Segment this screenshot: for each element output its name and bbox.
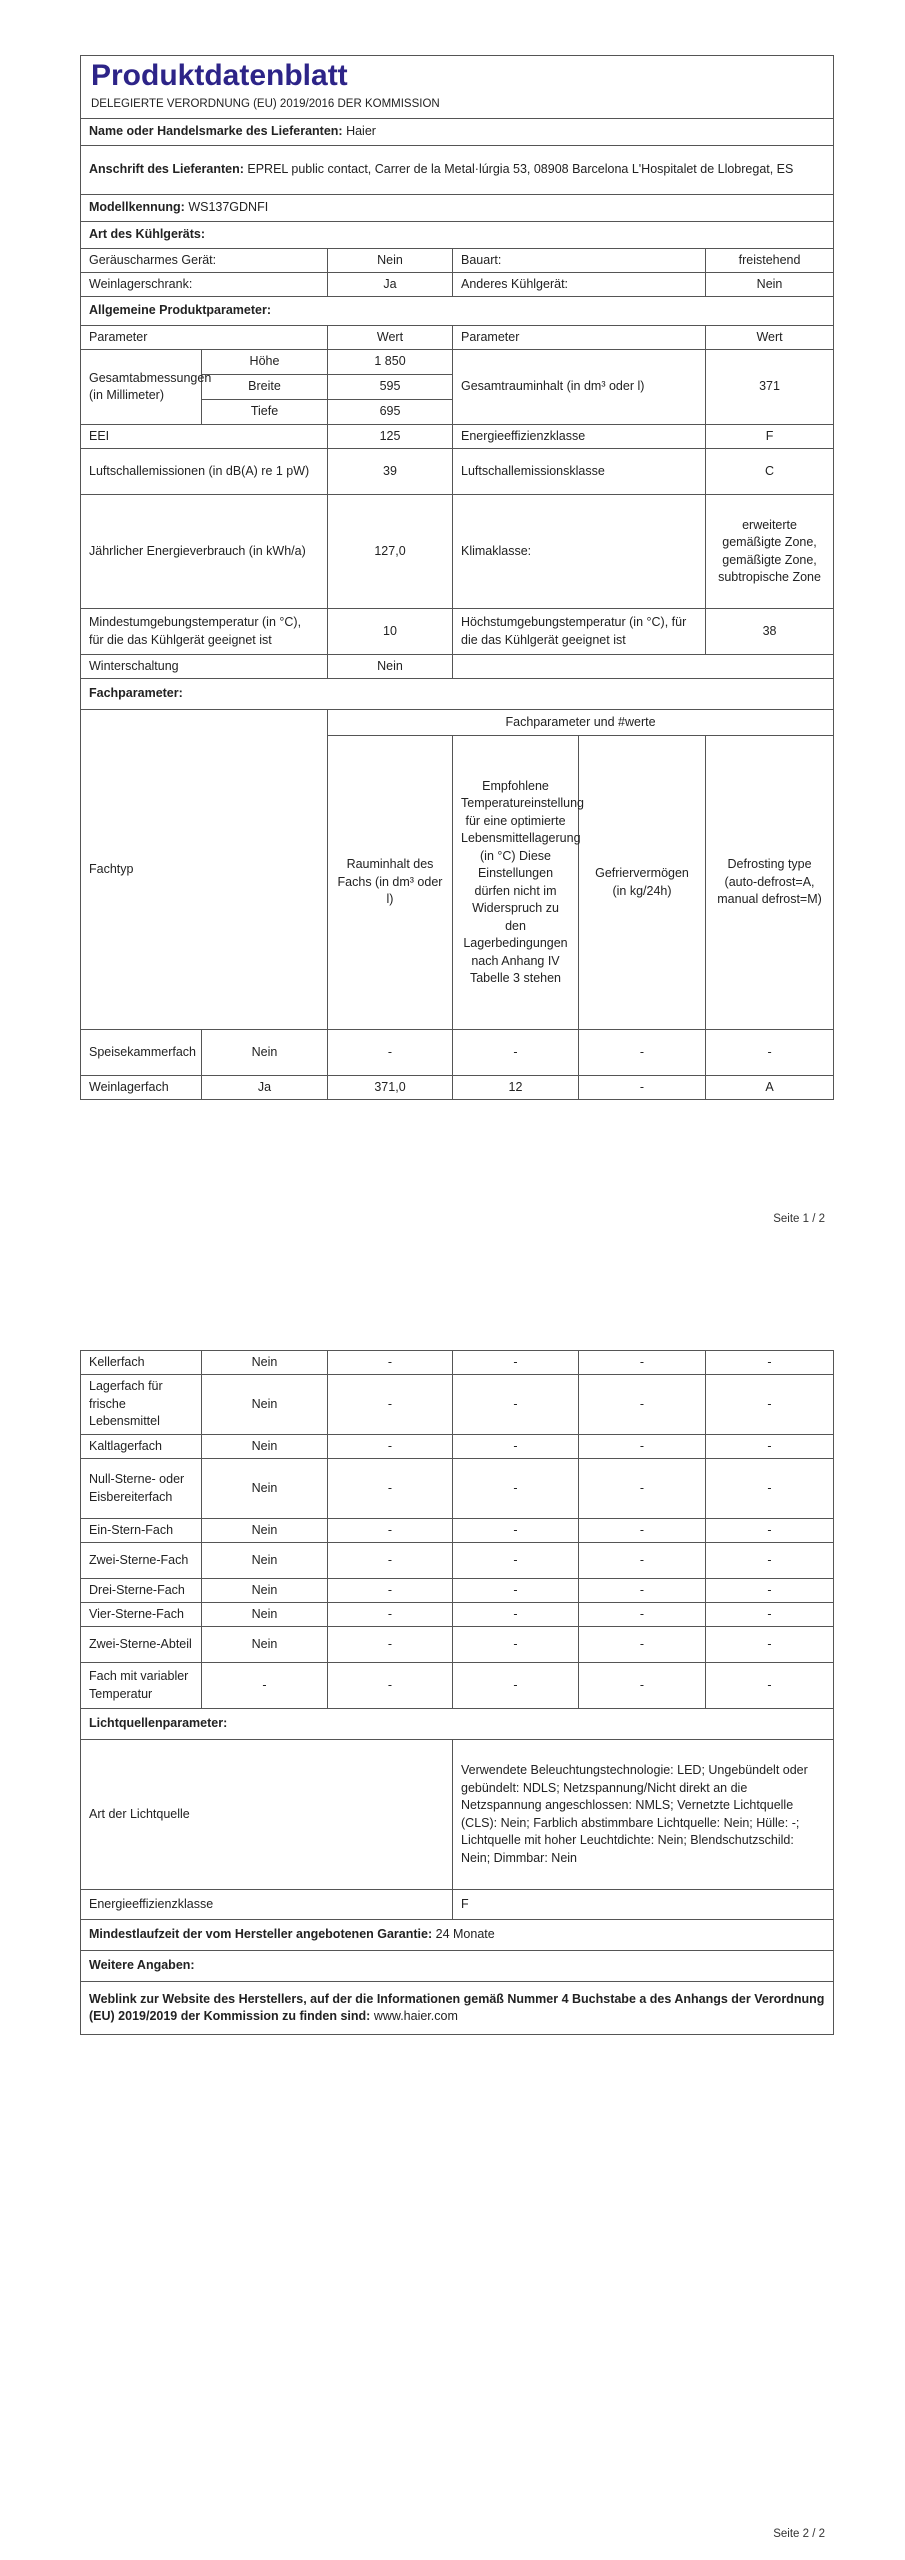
compartment-present: Nein — [202, 1627, 328, 1663]
table-row — [81, 1351, 834, 1375]
compartment-defrost: - — [706, 1030, 834, 1076]
empty-cell — [453, 655, 834, 679]
noise-value: 39 — [328, 449, 453, 495]
compartment-volume: - — [328, 1030, 453, 1076]
compartment-temp-header: Empfohlene Temperatureinstellung für eine optimierte Lebensmittellagerung (in °C) Diese Einstellungen dürfen nicht im Widerspruch zu den Lagerbedingungen nach Anhang IV Tabelle 3 stehen — [453, 736, 579, 1030]
compartment-freeze: - — [579, 1579, 706, 1603]
min-temp-label: Mindestumgebungstemperatur (in °C), für die das Kühlgerät geeignet ist — [81, 609, 328, 655]
compartment-present: Nein — [202, 1579, 328, 1603]
model-value: WS137GDNFI — [188, 200, 269, 215]
max-temp-label: Höchstumgebungstemperatur (in °C), für die das Kühlgerät geeignet ist — [453, 609, 706, 655]
compartment-defrost: A — [706, 1076, 834, 1100]
compartment-temp: - — [453, 1663, 579, 1709]
compartment-temp: - — [453, 1603, 579, 1627]
supplier-name-value: Haier — [346, 124, 376, 139]
depth-label: Tiefe — [202, 400, 328, 425]
regulation-subtitle: DELEGIERTE VERORDNUNG (EU) 2019/2016 DER KOMMISSION — [81, 94, 834, 119]
climate-class-label: Klimaklasse: — [453, 495, 706, 609]
compartment-volume: - — [328, 1435, 453, 1459]
compartment-temp: - — [453, 1459, 579, 1519]
supplier-address-row — [81, 146, 834, 195]
supplier-address-value: EPREL public contact, Carrer de la Metal·lúrgia 53, 08908 Barcelona L'Hospitalet de Llobregat, ES — [247, 162, 794, 177]
compartment-freeze: - — [579, 1076, 706, 1100]
model-label: Modellkennung: — [89, 200, 185, 215]
compartment-freeze: - — [579, 1375, 706, 1435]
compartment-temp: - — [453, 1030, 579, 1076]
compartment-name: Weinlagerfach — [81, 1076, 202, 1100]
compartment-temp: - — [453, 1519, 579, 1543]
compartment-group-header: Fachparameter und #werte — [328, 710, 834, 736]
compartment-volume: - — [328, 1375, 453, 1435]
winter-switch-label: Winterschaltung — [81, 655, 328, 679]
other-appliance-label: Anderes Kühlgerät: — [453, 273, 706, 297]
design-label: Bauart: — [453, 249, 706, 273]
compartment-freeze: - — [579, 1351, 706, 1375]
general-value-header-2: Wert — [706, 326, 834, 350]
compartment-present: Nein — [202, 1519, 328, 1543]
compartment-name: Fach mit variabler Temperatur — [81, 1663, 202, 1709]
table-row — [81, 1076, 834, 1100]
energy-class-value: F — [706, 425, 834, 449]
compartment-rows-page-2 — [81, 1351, 834, 1709]
compartment-freeze: - — [579, 1543, 706, 1579]
total-volume-label: Gesamtrauminhalt (in dm³ oder l) — [453, 350, 706, 425]
compartment-temp: 12 — [453, 1076, 579, 1100]
compartment-defrost-header: Defrosting type (auto-defrost=A, manual defrost=M) — [706, 736, 834, 1030]
compartment-temp: - — [453, 1579, 579, 1603]
light-energy-class-label: Energieeffizienzklasse — [81, 1890, 453, 1920]
section-heading-type: Art des Kühlgeräts: — [81, 222, 834, 249]
noise-class-value: C — [706, 449, 834, 495]
winter-switch-value: Nein — [328, 655, 453, 679]
compartment-temp: - — [453, 1351, 579, 1375]
compartment-present: Nein — [202, 1603, 328, 1627]
datasheet-table-page-1 — [80, 55, 834, 1100]
warranty-label: Mindestlaufzeit der vom Hersteller angebotenen Garantie: — [89, 1927, 433, 1942]
compartment-defrost: - — [706, 1351, 834, 1375]
compartment-defrost: - — [706, 1603, 834, 1627]
weblink-row — [81, 1982, 834, 2035]
compartment-defrost: - — [706, 1579, 834, 1603]
table-row — [81, 1603, 834, 1627]
height-label: Höhe — [202, 350, 328, 375]
noise-label: Luftschallemissionen (in dB(A) re 1 pW) — [81, 449, 328, 495]
table-row — [81, 1663, 834, 1709]
table-row — [81, 1627, 834, 1663]
compartment-name: Lagerfach für frische Lebensmittel — [81, 1375, 202, 1435]
eei-value: 125 — [328, 425, 453, 449]
compartment-freeze: - — [579, 1663, 706, 1709]
compartment-freeze: - — [579, 1603, 706, 1627]
page-number-1: Seite 1 / 2 — [773, 1213, 825, 1225]
light-energy-class-value: F — [453, 1890, 834, 1920]
wine-cabinet-label: Weinlagerschrank: — [81, 273, 328, 297]
compartment-temp: - — [453, 1375, 579, 1435]
compartment-temp: - — [453, 1627, 579, 1663]
datasheet-page-2 — [80, 1350, 833, 2035]
compartment-defrost: - — [706, 1543, 834, 1579]
datasheet-page-1 — [80, 55, 833, 1100]
compartment-present: Nein — [202, 1030, 328, 1076]
compartment-temp: - — [453, 1543, 579, 1579]
low-noise-value: Nein — [328, 249, 453, 273]
compartment-name: Drei-Sterne-Fach — [81, 1579, 202, 1603]
other-appliance-value: Nein — [706, 273, 834, 297]
compartment-volume: - — [328, 1519, 453, 1543]
light-type-value: Verwendete Beleuchtungstechnologie: LED; Ungebündelt oder gebündelt: NDLS; Netzspannung/Nicht direkt an die Netzspannung angeschlossen: NMLS; Vernetzte Lichtquelle (CLS): Nein; Farblich abstimmbare Lichtquelle: Nein; Hülle: -; Lichtquelle mit hoher Leuchtdichte: Nein; Blendschutzschild: Nein; Dimmbar: Nein — [453, 1740, 834, 1890]
total-volume-value: 371 — [706, 350, 834, 425]
compartment-present: - — [202, 1663, 328, 1709]
compartment-volume: - — [328, 1543, 453, 1579]
page-title: Produktdatenblatt — [81, 56, 834, 95]
table-row — [81, 1375, 834, 1435]
general-param-header-2: Parameter — [453, 326, 706, 350]
min-temp-value: 10 — [328, 609, 453, 655]
compartment-volume: - — [328, 1603, 453, 1627]
section-heading-general: Allgemeine Produktparameter: — [81, 297, 834, 326]
energy-class-label: Energieeffizienzklasse — [453, 425, 706, 449]
compartment-freeze: - — [579, 1519, 706, 1543]
compartment-name: Vier-Sterne-Fach — [81, 1603, 202, 1627]
compartment-defrost: - — [706, 1663, 834, 1709]
general-value-header: Wert — [328, 326, 453, 350]
page-number-2: Seite 2 / 2 — [773, 2528, 825, 2540]
annual-energy-value: 127,0 — [328, 495, 453, 609]
general-param-header: Parameter — [81, 326, 328, 350]
model-row — [81, 195, 834, 222]
compartment-name: Speisekammerfach — [81, 1030, 202, 1076]
table-row — [81, 1543, 834, 1579]
compartment-present: Nein — [202, 1375, 328, 1435]
compartment-defrost: - — [706, 1375, 834, 1435]
compartment-volume: - — [328, 1351, 453, 1375]
max-temp-value: 38 — [706, 609, 834, 655]
compartment-defrost: - — [706, 1519, 834, 1543]
compartment-freeze: - — [579, 1627, 706, 1663]
compartment-temp: - — [453, 1435, 579, 1459]
compartment-freeze: - — [579, 1030, 706, 1076]
compartment-name: Kellerfach — [81, 1351, 202, 1375]
weblink-value[interactable]: www.haier.com — [373, 2009, 458, 2023]
compartment-name: Ein-Stern-Fach — [81, 1519, 202, 1543]
compartment-volume: 371,0 — [328, 1076, 453, 1100]
supplier-address-label: Anschrift des Lieferanten: — [89, 162, 244, 177]
weblink-label: Weblink zur Website des Herstellers, auf der die Informationen gemäß Nummer 4 Buchstabe a des Anhangs der Verordnung (EU) 2019/2019 der Kommission zu finden sind: — [89, 1991, 825, 2023]
table-row — [81, 1519, 834, 1543]
compartment-name: Null-Sterne- oder Eisbereiterfach — [81, 1459, 202, 1519]
table-row — [81, 1579, 834, 1603]
width-label: Breite — [202, 375, 328, 400]
compartment-volume: - — [328, 1459, 453, 1519]
compartment-volume-header: Rauminhalt des Fachs (in dm³ oder l) — [328, 736, 453, 1030]
further-info-label: Weitere Angaben: — [81, 1951, 834, 1982]
eei-label: EEI — [81, 425, 328, 449]
compartment-freeze: - — [579, 1459, 706, 1519]
design-value: freistehend — [706, 249, 834, 273]
compartment-defrost: - — [706, 1435, 834, 1459]
compartment-freeze: - — [579, 1435, 706, 1459]
supplier-name-row — [81, 119, 834, 146]
compartment-freeze-header: Gefriervermögen (in kg/24h) — [579, 736, 706, 1030]
warranty-row — [81, 1920, 834, 1951]
compartment-present: Ja — [202, 1076, 328, 1100]
supplier-name-label: Name oder Handelsmarke des Lieferanten: — [89, 124, 343, 139]
depth-value: 695 — [328, 400, 453, 425]
climate-class-value: erweiterte gemäßigte Zone, gemäßigte Zone, subtropische Zone — [706, 495, 834, 609]
height-value: 1 850 — [328, 350, 453, 375]
low-noise-label: Geräuscharmes Gerät: — [81, 249, 328, 273]
compartment-name: Zwei-Sterne-Fach — [81, 1543, 202, 1579]
compartment-type-header: Fachtyp — [81, 710, 328, 1030]
compartment-present: Nein — [202, 1435, 328, 1459]
compartment-volume: - — [328, 1627, 453, 1663]
compartment-volume: - — [328, 1579, 453, 1603]
annual-energy-label: Jährlicher Energieverbrauch (in kWh/a) — [81, 495, 328, 609]
compartment-present: Nein — [202, 1459, 328, 1519]
wine-cabinet-value: Ja — [328, 273, 453, 297]
compartment-defrost: - — [706, 1459, 834, 1519]
width-value: 595 — [328, 375, 453, 400]
compartment-name: Zwei-Sterne-Abteil — [81, 1627, 202, 1663]
warranty-value: 24 Monate — [435, 1927, 495, 1942]
compartment-name: Kaltlagerfach — [81, 1435, 202, 1459]
noise-class-label: Luftschallemissionsklasse — [453, 449, 706, 495]
compartment-volume: - — [328, 1663, 453, 1709]
compartment-present: Nein — [202, 1543, 328, 1579]
compartment-defrost: - — [706, 1627, 834, 1663]
table-row — [81, 1435, 834, 1459]
section-heading-compartments: Fachparameter: — [81, 679, 834, 710]
dimensions-label: Gesamtabmessungen (in Millimeter) — [81, 350, 202, 425]
table-row — [81, 1459, 834, 1519]
table-row — [81, 1030, 834, 1076]
datasheet-table-page-2 — [80, 1350, 834, 2035]
section-heading-light: Lichtquellenparameter: — [81, 1709, 834, 1740]
compartment-present: Nein — [202, 1351, 328, 1375]
light-type-label: Art der Lichtquelle — [81, 1740, 453, 1890]
